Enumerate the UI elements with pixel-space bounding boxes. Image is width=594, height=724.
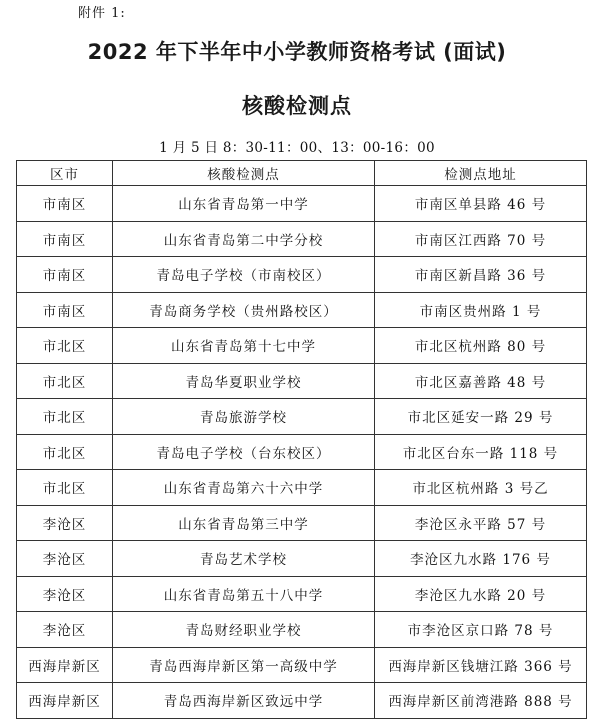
testing-sites-table bbox=[16, 160, 587, 719]
district-cell: 市南区 bbox=[17, 186, 113, 222]
testing-site-cell: 山东省青岛第一中学 bbox=[113, 186, 375, 222]
district-cell: 市北区 bbox=[17, 328, 113, 364]
column-header-district: 区市 bbox=[17, 161, 113, 186]
document-title: 2022 年下半年中小学教师资格考试 (面试) bbox=[87, 40, 507, 64]
testing-site-cell: 青岛艺术学校 bbox=[113, 541, 375, 577]
address-cell: 市南区贵州路 1 号 bbox=[375, 292, 587, 328]
table-row bbox=[17, 292, 587, 328]
district-cell: 市北区 bbox=[17, 470, 113, 506]
testing-site-cell: 青岛西海岸新区致远中学 bbox=[113, 683, 375, 719]
address-cell: 西海岸新区前湾港路 888 号 bbox=[375, 683, 587, 719]
testing-site-cell: 山东省青岛第六十六中学 bbox=[113, 470, 375, 506]
table-row bbox=[17, 434, 587, 470]
table-row bbox=[17, 576, 587, 612]
district-cell: 李沧区 bbox=[17, 541, 113, 577]
testing-site-cell: 山东省青岛第三中学 bbox=[113, 505, 375, 541]
table-row bbox=[17, 470, 587, 506]
address-cell: 市北区杭州路 3 号乙 bbox=[375, 470, 587, 506]
testing-time-range: 1 月 5 日 8：30-11：00、13：00-16：00 bbox=[159, 140, 435, 156]
table-row bbox=[17, 257, 587, 293]
table-row bbox=[17, 612, 587, 648]
table-row bbox=[17, 399, 587, 435]
document-subtitle: 核酸检测点 bbox=[242, 94, 352, 118]
testing-site-cell: 青岛商务学校（贵州路校区） bbox=[113, 292, 375, 328]
address-cell: 李沧区永平路 57 号 bbox=[375, 505, 587, 541]
testing-site-cell: 青岛财经职业学校 bbox=[113, 612, 375, 648]
district-cell: 市北区 bbox=[17, 399, 113, 435]
table-row bbox=[17, 221, 587, 257]
testing-site-cell: 山东省青岛第二中学分校 bbox=[113, 221, 375, 257]
testing-site-cell: 青岛电子学校（台东校区） bbox=[113, 434, 375, 470]
header-row bbox=[17, 161, 587, 186]
district-cell: 市北区 bbox=[17, 434, 113, 470]
address-cell: 李沧区九水路 20 号 bbox=[375, 576, 587, 612]
address-cell: 市南区单县路 46 号 bbox=[375, 186, 587, 222]
district-cell: 市南区 bbox=[17, 292, 113, 328]
address-cell: 市北区杭州路 80 号 bbox=[375, 328, 587, 364]
column-header-address: 检测点地址 bbox=[375, 161, 587, 186]
district-cell: 西海岸新区 bbox=[17, 647, 113, 683]
testing-site-cell: 山东省青岛第五十八中学 bbox=[113, 576, 375, 612]
testing-site-cell: 青岛西海岸新区第一高级中学 bbox=[113, 647, 375, 683]
table-row bbox=[17, 647, 587, 683]
table-row bbox=[17, 683, 587, 719]
table-header bbox=[17, 161, 587, 186]
district-cell: 市南区 bbox=[17, 257, 113, 293]
table-row bbox=[17, 505, 587, 541]
district-cell: 李沧区 bbox=[17, 576, 113, 612]
table-row bbox=[17, 541, 587, 577]
table-row bbox=[17, 186, 587, 222]
address-cell: 市李沧区京口路 78 号 bbox=[375, 612, 587, 648]
address-cell: 市北区台东一路 118 号 bbox=[375, 434, 587, 470]
district-cell: 市南区 bbox=[17, 221, 113, 257]
address-cell: 市南区新昌路 36 号 bbox=[375, 257, 587, 293]
testing-site-cell: 青岛华夏职业学校 bbox=[113, 363, 375, 399]
testing-site-cell: 山东省青岛第十七中学 bbox=[113, 328, 375, 364]
table-row bbox=[17, 363, 587, 399]
testing-site-cell: 青岛旅游学校 bbox=[113, 399, 375, 435]
address-cell: 西海岸新区钱塘江路 366 号 bbox=[375, 647, 587, 683]
address-cell: 市北区嘉善路 48 号 bbox=[375, 363, 587, 399]
district-cell: 李沧区 bbox=[17, 612, 113, 648]
table-body bbox=[17, 186, 587, 719]
attachment-label: 附件 1: bbox=[78, 6, 126, 21]
address-cell: 李沧区九水路 176 号 bbox=[375, 541, 587, 577]
column-header-testing-site: 核酸检测点 bbox=[113, 161, 375, 186]
testing-site-cell: 青岛电子学校（市南校区） bbox=[113, 257, 375, 293]
address-cell: 市南区江西路 70 号 bbox=[375, 221, 587, 257]
address-cell: 市北区延安一路 29 号 bbox=[375, 399, 587, 435]
district-cell: 李沧区 bbox=[17, 505, 113, 541]
district-cell: 市北区 bbox=[17, 363, 113, 399]
table-row bbox=[17, 328, 587, 364]
district-cell: 西海岸新区 bbox=[17, 683, 113, 719]
